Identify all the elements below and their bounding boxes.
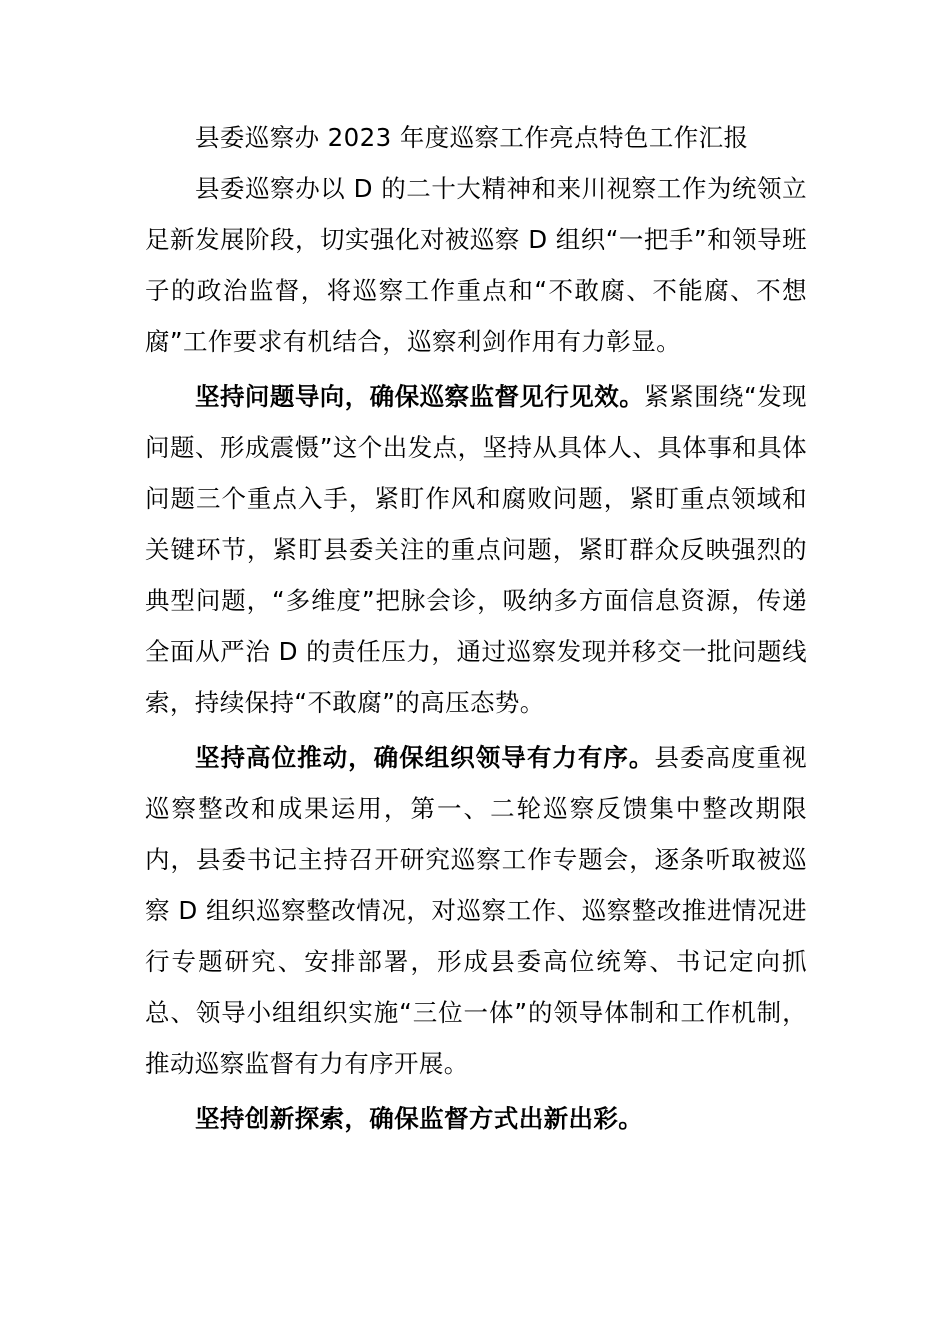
paragraph-problem-oriented: [145, 371, 807, 728]
paragraph-text: 县委高度重视巡察整改和成果运用，第一、二轮巡察反馈集中整改期限内，县委书记主持召开研究巡察工作专题会，逐条听取被巡察 D 组织巡察整改情况，对巡察工作、巡察整改推进情况进行专题研究、安排部署，形成县委高位统筹、书记定向抓总、领导小组组织实施“三位一体”的领导体制和工作机制，推动巡察监督有力有序开展。: [145, 743, 807, 1078]
paragraph-lead: 坚持高位推动，确保组织领导有力有序。: [195, 743, 655, 772]
paragraph-text: 紧紧围绕“发现问题、形成震慑”这个出发点，坚持从具体人、具体事和具体问题三个重点入手，紧盯作风和腐败问题，紧盯重点领域和关键环节，紧盯县委关注的重点问题，紧盯群众反映强烈的典型问题，“多维度”把脉会诊，吸纳多方面信息资源，传递全面从严治 D 的责任压力，通过巡察发现并移交一批问题线索，持续保持“不敢腐”的高压态势。: [145, 382, 807, 717]
document-body: [145, 112, 807, 1144]
document-title: 县委巡察办 2023 年度巡察工作亮点特色工作汇报: [195, 123, 749, 152]
paragraph-text: 县委巡察办以 D 的二十大精神和来川视察工作为统领立足新发展阶段，切实强化对被巡察 D 组织“一把手”和领导班子的政治监督，将巡察工作重点和“不敢腐、不能腐、不想腐”工作要求有机结合，巡察利剑作用有力彰显。: [145, 174, 807, 356]
paragraph-lead: 坚持创新探索，确保监督方式出新出彩。: [195, 1104, 644, 1133]
paragraph-innovation: [145, 1093, 807, 1144]
paragraph-intro: [145, 163, 807, 367]
paragraph-high-level-push: [145, 732, 807, 1089]
paragraph-lead: 坚持问题导向，确保巡察监督见行见效。: [195, 382, 645, 411]
